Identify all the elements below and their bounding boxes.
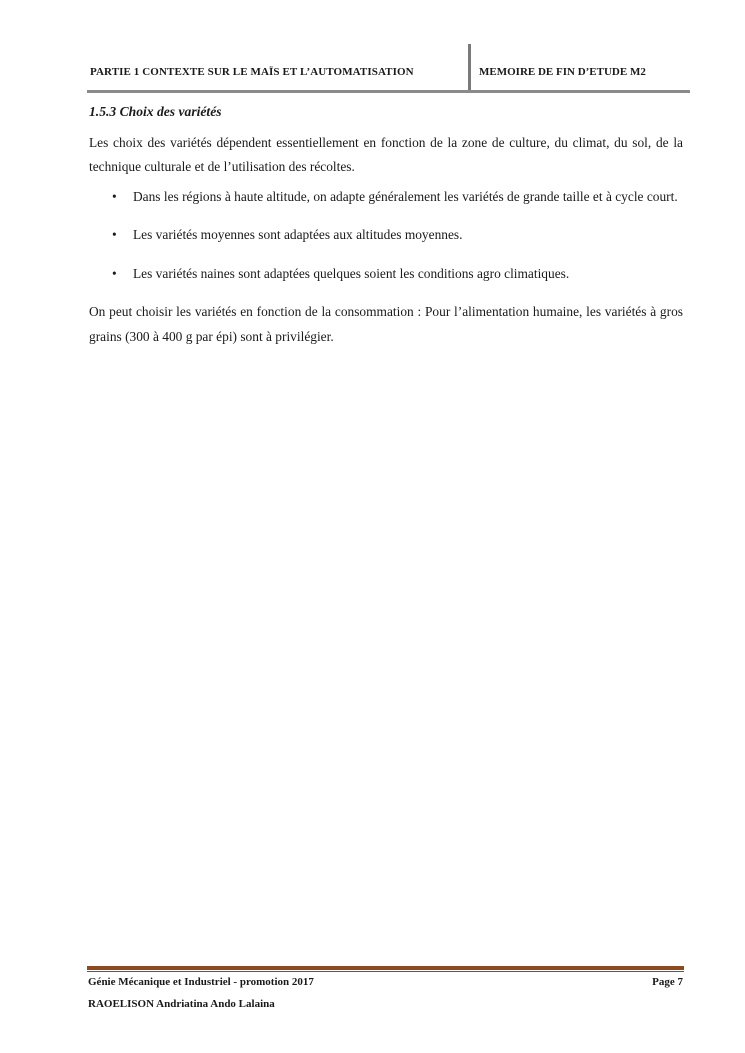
- header-document-title: MEMOIRE DE FIN D’ETUDE M2: [479, 66, 646, 78]
- intro-paragraph: Les choix des variétés dépendent essentiellement en fonction de la zone de culture, du climat, du sol, de la technique culturale et de l’utilisation des récoltes.: [89, 134, 683, 174]
- list-item-text: Les variétés naines sont adaptées quelques soient les conditions agro climatiques.: [133, 265, 570, 281]
- closing-paragraph: On peut choisir les variétés en fonction de la consommation : Pour l’alimentation humaine, les variétés à gros grains (300 à 400 g par épi) sont à privilégier.: [89, 304, 683, 344]
- bullet-list: [89, 185, 683, 287]
- list-item: [89, 262, 683, 287]
- bullet-icon: •: [112, 227, 117, 242]
- footer-rule: [87, 966, 684, 970]
- section-heading: 1.5.3 Choix des variétés: [89, 104, 222, 119]
- footer-department: Génie Mécanique et Industriel - promotion 2017: [88, 976, 314, 988]
- page-number: Page 7: [652, 976, 683, 988]
- bullet-icon: •: [112, 265, 117, 281]
- list-item: [89, 185, 683, 210]
- page-content: [89, 100, 683, 354]
- header-chapter-title: PARTIE 1 CONTEXTE SUR LE MAÏS ET L’AUTOMATISATION: [90, 66, 414, 78]
- bullet-icon: •: [112, 188, 117, 204]
- list-item-text: Les variétés moyennes sont adaptées aux altitudes moyennes.: [133, 227, 463, 242]
- header-rule: [87, 90, 690, 93]
- footer-rule-thin: [87, 971, 684, 972]
- list-item: [89, 223, 683, 248]
- footer-author: RAOELISON Andriatina Ando Lalaina: [88, 998, 275, 1010]
- page-header: [87, 44, 689, 90]
- list-item-text: Dans les régions à haute altitude, on adapte généralement les variétés de grande taille et à cycle court.: [133, 188, 678, 204]
- header-divider: [468, 44, 471, 90]
